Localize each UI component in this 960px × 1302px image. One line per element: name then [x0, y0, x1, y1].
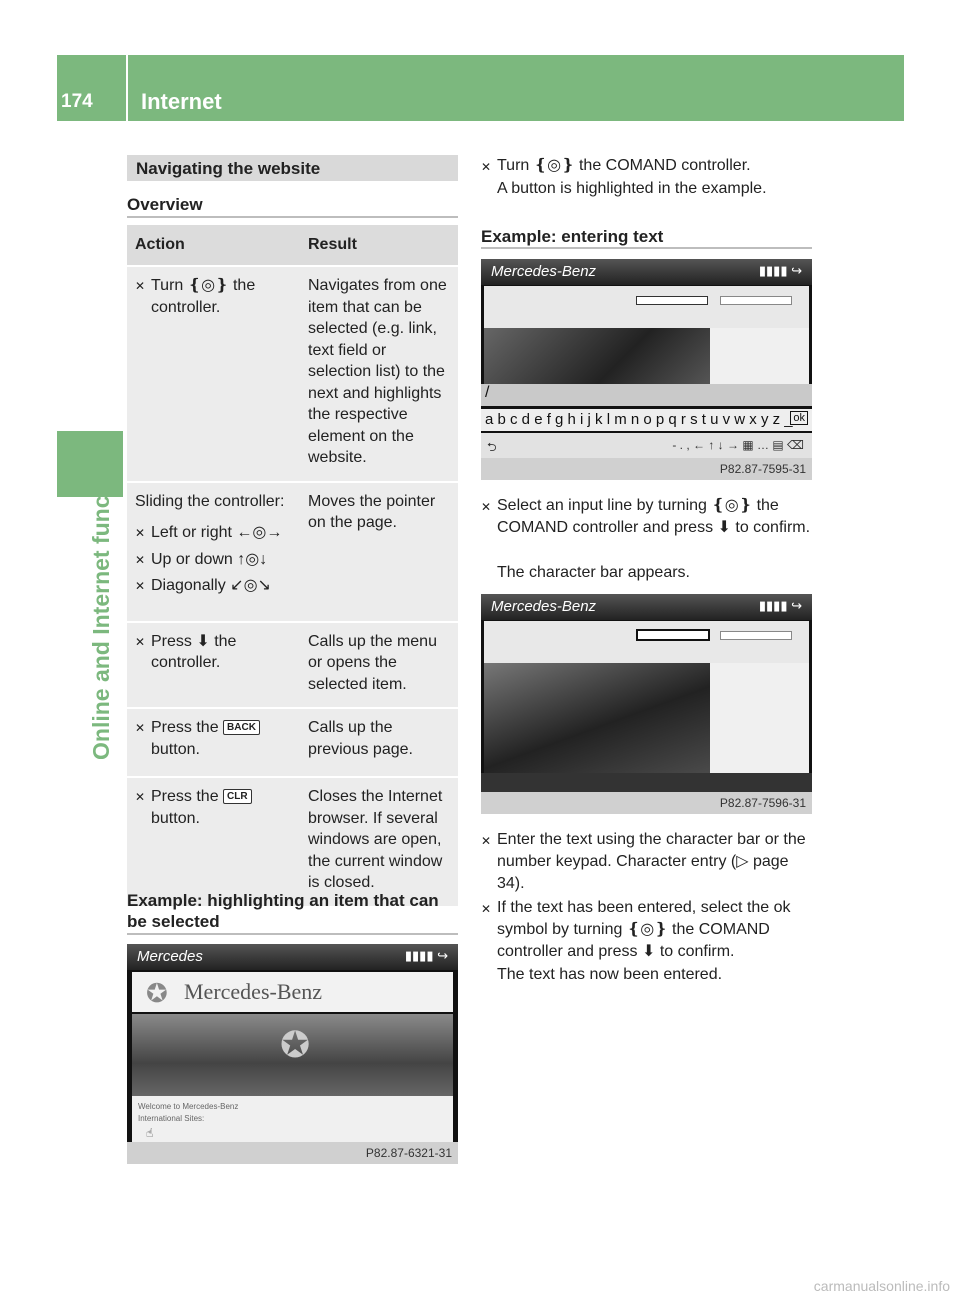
page-number: 174 — [61, 91, 93, 112]
step-result: The text has now been entered. — [497, 966, 723, 983]
car-image — [484, 328, 710, 384]
step-text: If the text has been entered, select the ok symbol by turning ❴◎❵ the COMAND controller and press ⬇ to confirm. — [497, 899, 791, 960]
signal-icon: ▮▮▮▮ ↪ — [758, 263, 802, 278]
example1-caption-bar — [127, 1142, 458, 1164]
input-line[interactable]: / — [481, 384, 812, 406]
web-page-header — [484, 621, 809, 663]
step-marker-icon: ✕ — [481, 902, 492, 916]
result-text: Calls up the menu or opens the selected item. — [300, 622, 458, 709]
example1-rule — [127, 933, 458, 935]
result-text: Closes the Internet browser. If several windows are open, the current window is closed. — [300, 777, 458, 906]
image-code: P82.87-7595-31 — [719, 462, 806, 476]
international-link: International Sites: — [138, 1114, 205, 1123]
welcome-link: Welcome to Mercedes-Benz — [138, 1102, 239, 1111]
table-row — [127, 708, 458, 777]
web-page-header — [484, 286, 809, 328]
step-marker-icon: ✕ — [135, 526, 146, 540]
step-result: The character bar appears. — [497, 564, 690, 581]
input-field[interactable] — [720, 296, 792, 305]
screen-title: Mercedes-Benz — [491, 598, 597, 615]
signal-icon: ▮▮▮▮ ↪ — [404, 948, 448, 963]
action-text: Diagonally ↙◎↘ — [151, 577, 271, 594]
screen-topbar — [481, 594, 812, 620]
character-list: a b c d e f g h i j k l m n o p q r s t u v w x y z _ — [485, 411, 793, 428]
table-row — [127, 482, 458, 622]
example3-screenshot — [481, 594, 812, 792]
table-header-result: Result — [300, 225, 458, 266]
table-row — [127, 266, 458, 482]
step-text: Enter the text using the character bar or the number keypad. Character entry (▷ page 34). — [497, 831, 806, 892]
step-marker-icon: ✕ — [481, 160, 492, 174]
overview-heading: Overview — [127, 195, 203, 214]
overview-rule — [127, 216, 458, 218]
image-code: P82.87-6321-31 — [365, 1146, 452, 1160]
car-hood-image — [132, 1014, 453, 1096]
step-marker-icon: ✕ — [135, 579, 146, 593]
function-keys-icon[interactable]: - . , ← ↑ ↓ → ▦ … ▤ ⌫ — [672, 438, 804, 452]
right-step-3 — [481, 829, 816, 895]
back-arrow-icon[interactable]: ⮌ — [487, 440, 497, 454]
example2-rule — [481, 247, 812, 249]
car-image — [484, 663, 710, 773]
example2-caption-bar — [481, 458, 812, 480]
input-field[interactable] — [720, 631, 792, 640]
example2-screenshot — [481, 259, 812, 458]
clr-key-icon: CLR — [223, 789, 252, 804]
section-title: Navigating the website — [136, 159, 321, 178]
step-marker-icon: ✕ — [135, 634, 146, 649]
table-header-action: Action — [127, 225, 300, 266]
brand-name: Mercedes-Benz — [184, 979, 323, 1004]
screen-topbar — [127, 944, 458, 970]
ok-button[interactable]: ok — [790, 411, 808, 425]
example1-screenshot — [127, 944, 458, 1142]
action-text: Press the — [151, 719, 219, 736]
star-logo-icon: ✪ — [146, 978, 168, 1008]
result-text: Moves the pointer on the page. — [300, 482, 458, 622]
footer-watermark: carmanualsonline.info — [813, 1278, 950, 1294]
screen-topbar — [481, 259, 812, 285]
action-text: button. — [151, 740, 200, 758]
step-result: A button is highlighted in the example. — [497, 180, 767, 197]
screen-bottom — [481, 773, 812, 792]
action-text: Left or right ←◎→ — [151, 524, 283, 541]
result-text: Calls up the previous page. — [300, 708, 458, 777]
hood-star-icon: ✪ — [280, 1024, 311, 1065]
step-text: Turn ❴◎❵ the COMAND controller. — [497, 157, 751, 174]
header-divider — [126, 55, 128, 121]
action-text: button. — [151, 809, 200, 827]
right-step-1 — [481, 155, 816, 178]
action-text: Press ⬇ the controller. — [151, 632, 237, 671]
character-bar[interactable] — [481, 409, 812, 431]
action-text: Turn ❴◎❵ the controller. — [151, 277, 256, 316]
right-step-4 — [481, 897, 816, 963]
step-marker-icon: ✕ — [135, 552, 146, 567]
step-marker-icon: ✕ — [135, 721, 146, 735]
right-step-2 — [481, 495, 816, 539]
chapter-label: Online and Internet functions — [88, 440, 114, 760]
step-text: Select an input line by turning ❴◎❵ the COMAND controller and press ⬇ to confirm. — [497, 497, 811, 536]
page-title: Internet — [141, 89, 222, 114]
step-marker-icon: ✕ — [135, 790, 146, 804]
section-title-bar — [127, 155, 458, 181]
screen-title: Mercedes-Benz — [491, 263, 597, 280]
result-text: Navigates from one item that can be selected (e.g. link, text field or selection list) to the next and highlights the respective element on the website. — [300, 266, 458, 482]
step-marker-icon: ✕ — [481, 834, 492, 848]
table-row — [127, 622, 458, 709]
example1-heading: Example: highlighting an item that can be selected — [127, 891, 439, 931]
input-field-highlighted[interactable] — [636, 629, 710, 641]
web-page-side — [710, 328, 809, 384]
example3-caption-bar — [481, 792, 812, 814]
example2-heading: Example: entering text — [481, 227, 664, 246]
hand-pointer-icon: ☝ — [146, 1126, 154, 1140]
action-text: Press the — [151, 788, 219, 805]
table-row — [127, 777, 458, 906]
action-text: Up or down ↑◎↓ — [151, 550, 268, 568]
action-intro: Sliding the controller: — [135, 492, 285, 510]
character-bar-functions — [481, 433, 812, 458]
screen-title: Mercedes — [137, 948, 203, 965]
overview-table — [127, 225, 458, 906]
input-field[interactable] — [636, 296, 708, 305]
web-page-side — [710, 663, 809, 773]
step-marker-icon: ✕ — [135, 279, 146, 293]
step-marker-icon: ✕ — [481, 500, 492, 514]
back-key-icon: BACK — [223, 720, 260, 735]
page-header — [57, 55, 904, 121]
signal-icon: ▮▮▮▮ ↪ — [758, 598, 802, 613]
image-code: P82.87-7596-31 — [719, 796, 806, 810]
